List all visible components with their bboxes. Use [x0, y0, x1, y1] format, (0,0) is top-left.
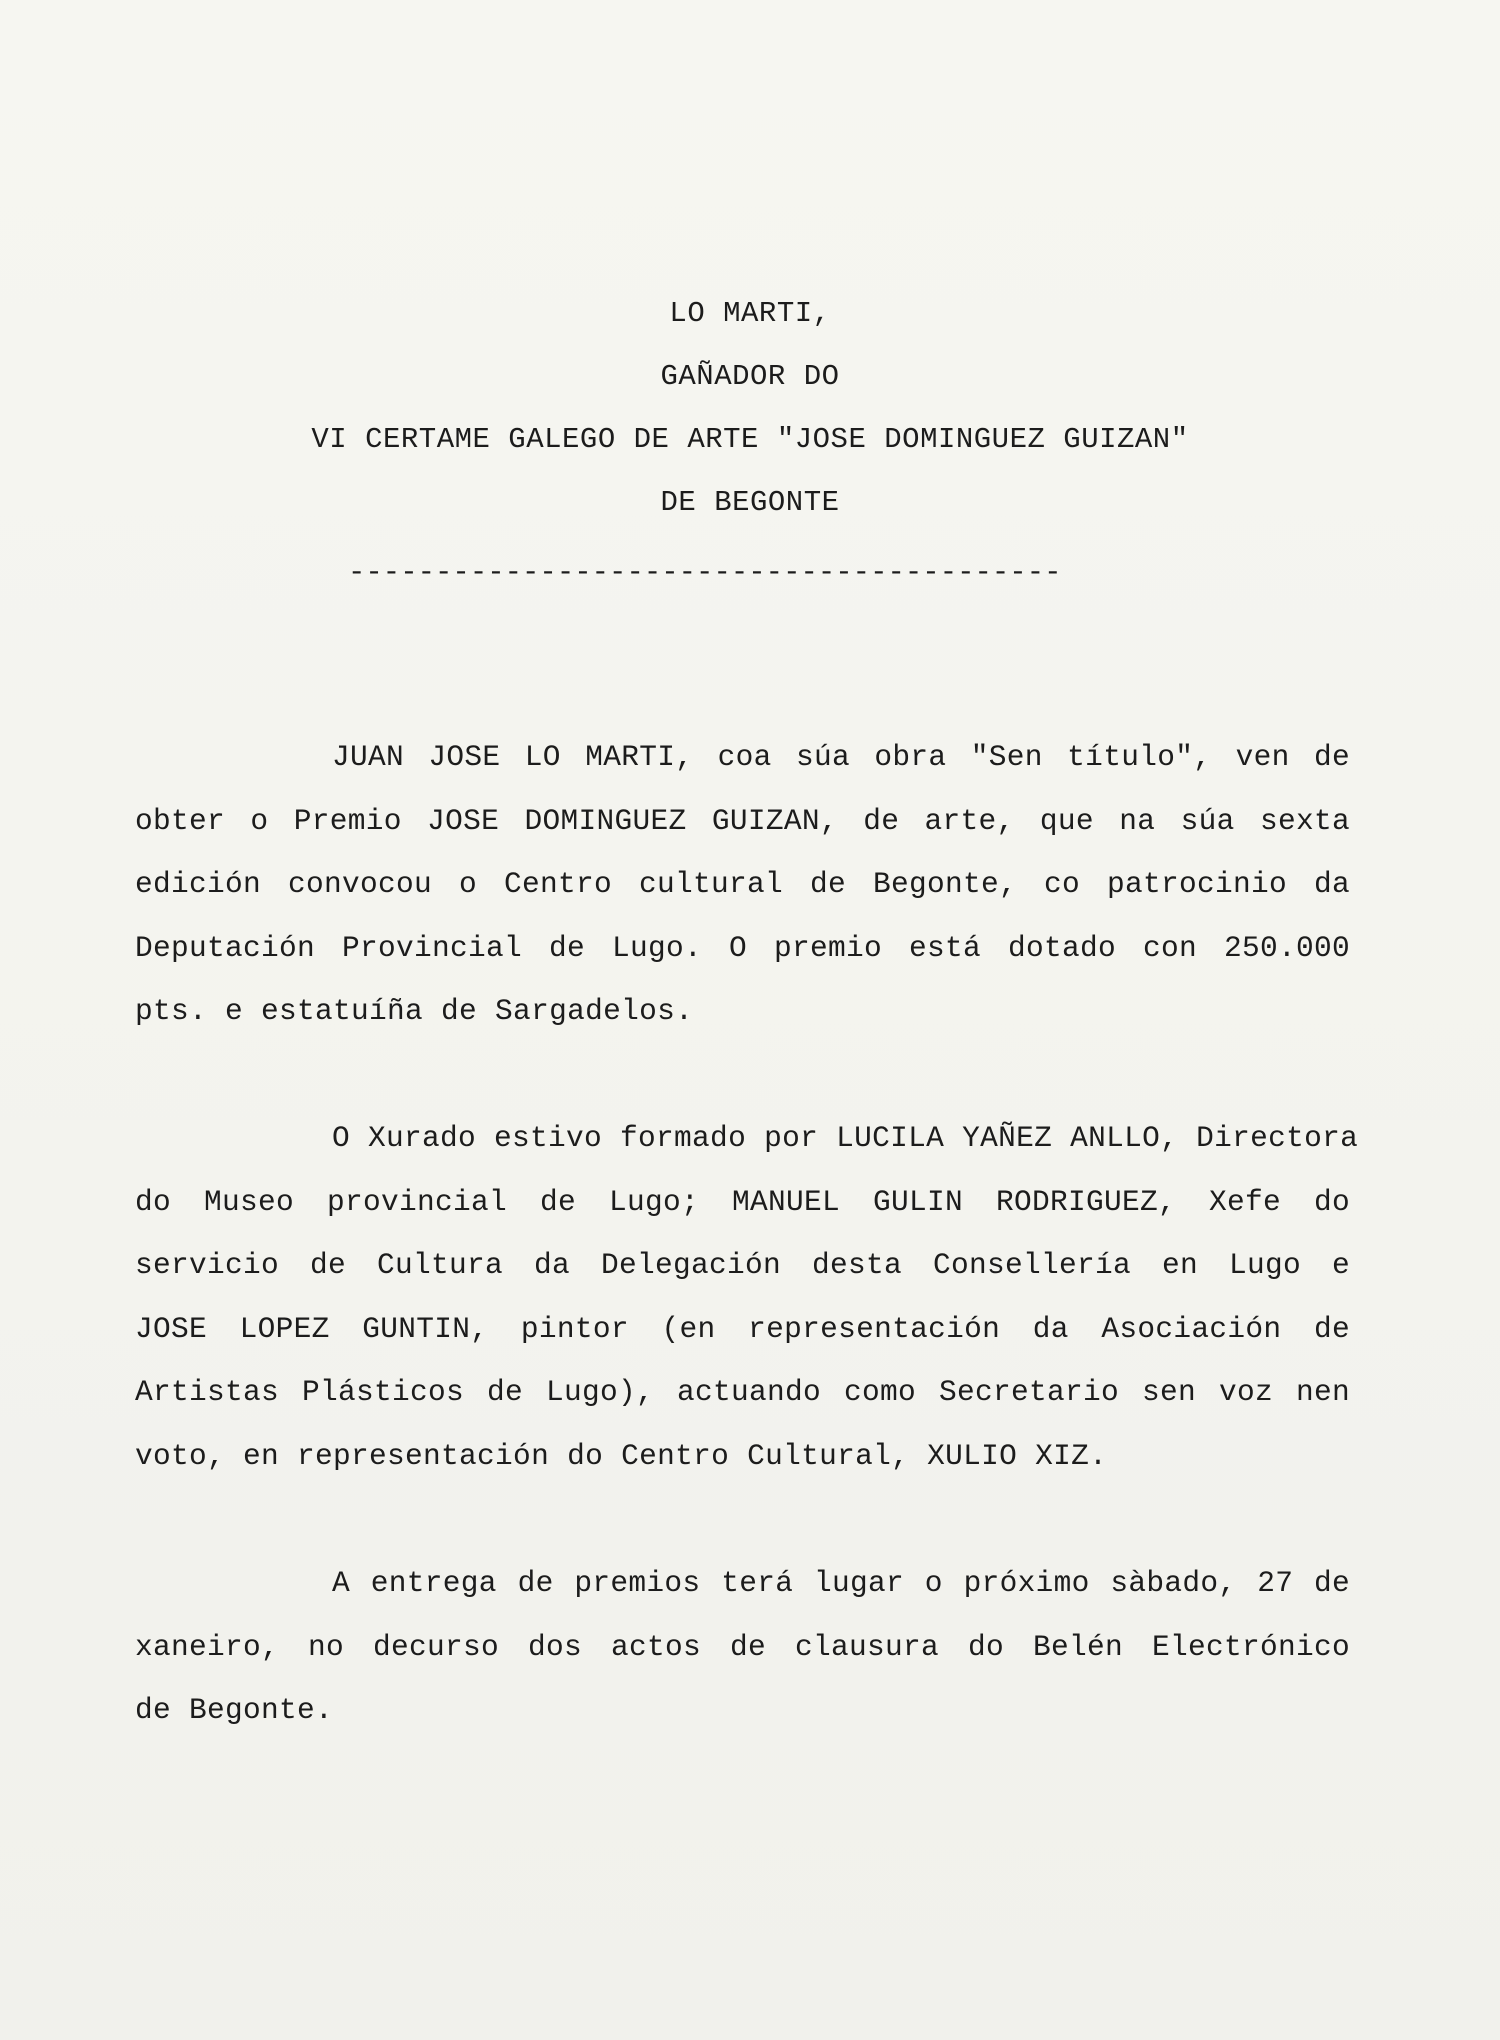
paragraph-line: do Museo provincial de Lugo; MANUEL GULIN RODRIGUEZ, Xefe do [135, 1184, 1350, 1219]
paragraph-line: Deputación Provincial de Lugo. O premio está dotado con 250.000 [135, 930, 1350, 965]
paragraph-line: servicio de Cultura da Delegación desta Consellería en Lugo e [135, 1248, 1350, 1282]
paragraph-line: voto, en representación do Centro Cultural, XULIO XIZ. [135, 1438, 1108, 1473]
heading-line-2: GAÑADOR DO [660, 360, 840, 393]
paragraph-line: de Begonte. [135, 1693, 334, 1727]
paragraph-line: pts. e estatuíña de Sargadelos. [135, 994, 694, 1028]
heading-divider: ----------------------------------------- [348, 556, 1062, 589]
heading-line-4: DE BEGONTE [660, 486, 840, 519]
paragraph-line: O Xurado estivo formado por LUCILA YAÑEZ ANLLO, Directora [332, 1121, 1359, 1155]
paragraph-line: xaneiro, no decurso dos actos de clausura do Belén Electrónico [135, 1629, 1350, 1664]
paragraph-line: A entrega de premios terá lugar o próximo sàbado, 27 de [332, 1566, 1350, 1600]
paragraph-line: Artistas Plásticos de Lugo), actuando como Secretario sen voz nen [135, 1375, 1350, 1409]
paragraph-line: edición convocou o Centro cultural de Begonte, co patrocinio da [135, 867, 1350, 901]
paragraph-line: JOSE LOPEZ GUNTIN, pintor (en representación da Asociación de [135, 1311, 1350, 1346]
paragraph-2 [135, 1107, 1359, 1488]
paragraph-line: JUAN JOSE LO MARTI, coa súa obra "Sen título", ven de [332, 740, 1350, 774]
heading-line-3: VI CERTAME GALEGO DE ARTE "JOSE DOMINGUEZ GUIZAN" [311, 423, 1189, 456]
paragraph-line: obter o Premio JOSE DOMINGUEZ GUIZAN, de arte, que na súa sexta [135, 803, 1350, 838]
paragraph-1 [135, 726, 1350, 1044]
paragraph-3 [135, 1552, 1350, 1743]
heading-line-1: LO MARTI, [669, 297, 831, 330]
